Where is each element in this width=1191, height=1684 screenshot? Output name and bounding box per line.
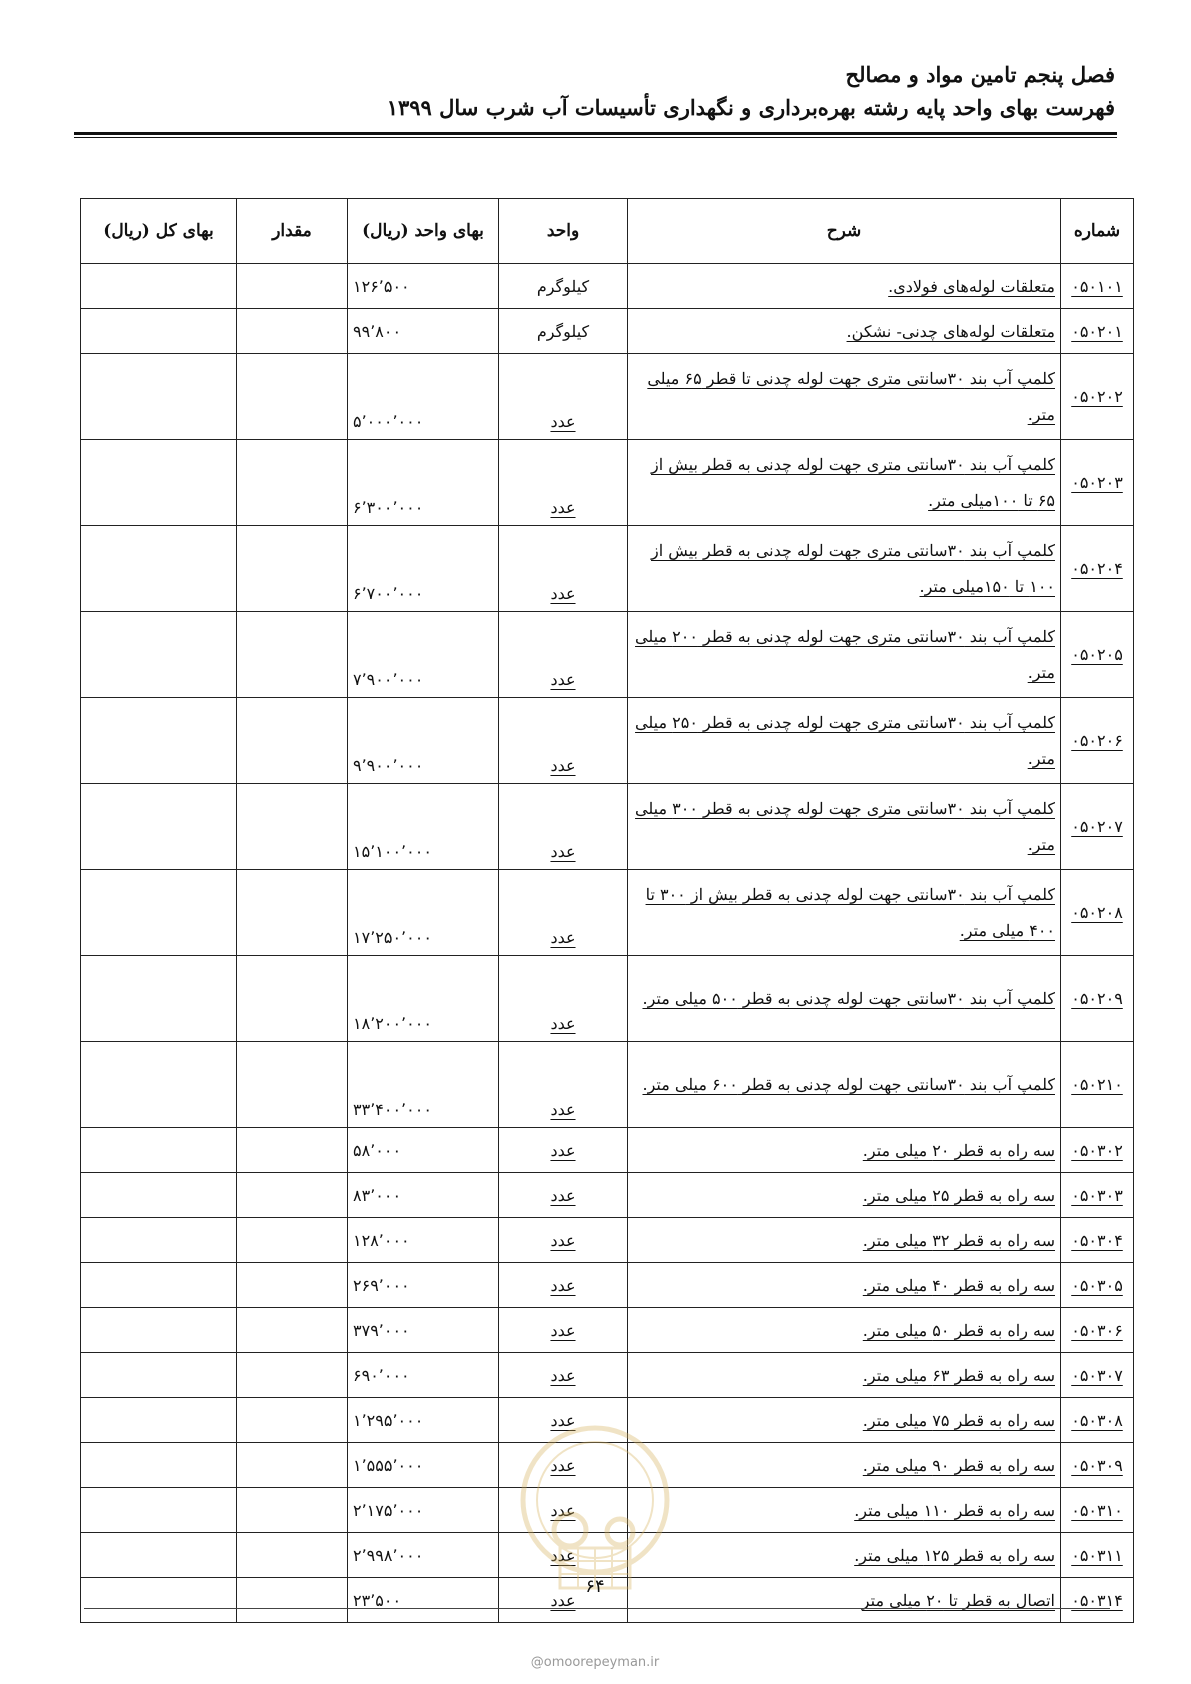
table-row (81, 698, 1134, 784)
row-total (81, 870, 237, 956)
table-row (81, 956, 1134, 1042)
row-unit-price (348, 1128, 499, 1173)
row-unit-price-text: ۲۶۹٬۰۰۰ (353, 1275, 410, 1295)
row-description-text: سه راه به قطر ۹۰ میلی متر. (862, 1455, 1055, 1475)
row-unit-price-text: ۹۹٬۸۰۰ (353, 321, 402, 341)
row-unit-price (348, 526, 499, 612)
row-description-text: کلمپ آب بند ۳۰سانتی جهت لوله چدنی به قطر بیش از ۳۰۰ تا ۴۰۰ میلی متر. (645, 884, 1055, 940)
row-code (1061, 1533, 1134, 1578)
header-price: بهای واحد (ریال) (348, 199, 499, 264)
table-header-row (81, 199, 1134, 264)
row-code-text: ۰۵۰۲۰۶ (1071, 731, 1123, 750)
row-code (1061, 354, 1134, 440)
row-unit (499, 440, 628, 526)
row-code-text: ۰۵۰۲۰۹ (1071, 989, 1123, 1008)
row-code (1061, 1042, 1134, 1128)
watermark-seal (500, 1420, 690, 1600)
row-code-text: ۰۵۰۳۰۹ (1071, 1455, 1123, 1475)
row-code-text: ۰۵۰۳۰۲ (1071, 1140, 1123, 1160)
row-code (1061, 784, 1134, 870)
row-description-text: سه راه به قطر ۲۰ میلی متر. (862, 1140, 1055, 1160)
row-unit-price (348, 612, 499, 698)
row-description (628, 1488, 1061, 1533)
row-unit-price-text: ۵٬۰۰۰٬۰۰۰ (353, 412, 424, 431)
row-unit-price (348, 1218, 499, 1263)
row-unit-price-text: ۲٬۱۷۵٬۰۰۰ (353, 1500, 424, 1520)
row-unit-price (348, 1042, 499, 1128)
row-description (628, 784, 1061, 870)
page-number: ۶۴ (585, 1576, 605, 1597)
row-description-text: متعلقات لوله‌های فولادی. (888, 276, 1055, 296)
header-desc: شرح (628, 199, 1061, 264)
row-description (628, 1398, 1061, 1443)
row-description (628, 264, 1061, 309)
row-unit-text: عدد (550, 1410, 576, 1430)
row-description (628, 1578, 1061, 1623)
row-unit-text: عدد (550, 1100, 576, 1119)
row-total (81, 309, 237, 354)
row-quantity (237, 612, 348, 698)
row-unit (499, 956, 628, 1042)
table-row (81, 1128, 1134, 1173)
footer-rule (84, 1608, 1110, 1609)
row-code (1061, 1173, 1134, 1218)
row-quantity (237, 1128, 348, 1173)
row-unit-price-text: ۵۸٬۰۰۰ (353, 1140, 402, 1160)
row-unit (499, 1308, 628, 1353)
row-code-text: ۰۵۰۱۰۱ (1071, 276, 1123, 296)
table-row (81, 1263, 1134, 1308)
row-description-text: سه راه به قطر ۶۳ میلی متر. (862, 1365, 1055, 1385)
header-rule-thin (74, 137, 1117, 138)
row-description-text: سه راه به قطر ۱۱۰ میلی متر. (854, 1500, 1055, 1520)
row-unit-price (348, 1488, 499, 1533)
row-unit-price (348, 264, 499, 309)
row-code (1061, 526, 1134, 612)
row-unit-text: عدد (550, 1140, 576, 1160)
row-code-text: ۰۵۰۳۰۳ (1071, 1185, 1123, 1205)
row-code (1061, 1578, 1134, 1623)
row-code-text: ۰۵۰۲۰۸ (1071, 903, 1123, 922)
row-code (1061, 1398, 1134, 1443)
header-total: بهای کل (ریال) (81, 199, 237, 264)
row-description (628, 354, 1061, 440)
row-unit-price (348, 698, 499, 784)
row-description (628, 956, 1061, 1042)
row-quantity (237, 1488, 348, 1533)
row-quantity (237, 784, 348, 870)
row-code-text: ۰۵۰۲۰۱ (1071, 321, 1123, 341)
row-unit-price-text: ۱۲۶٬۵۰۰ (353, 276, 410, 296)
row-unit-text: کیلوگرم (536, 276, 590, 296)
row-description-text: کلمپ آب بند ۳۰سانتی متری جهت لوله چدنی به قطر بیش از ۱۰۰ تا ۱۵۰میلی متر. (651, 540, 1055, 596)
row-code (1061, 309, 1134, 354)
row-code-text: ۰۵۰۲۰۲ (1071, 387, 1123, 406)
row-code (1061, 1443, 1134, 1488)
row-total (81, 264, 237, 309)
row-quantity (237, 1173, 348, 1218)
row-unit-price (348, 956, 499, 1042)
row-unit (499, 1128, 628, 1173)
row-quantity (237, 1533, 348, 1578)
row-description (628, 612, 1061, 698)
row-unit-price-text: ۱٬۲۹۵٬۰۰۰ (353, 1410, 424, 1430)
row-unit (499, 698, 628, 784)
row-quantity (237, 1398, 348, 1443)
row-unit-text: عدد (550, 842, 576, 861)
row-unit-price (348, 1353, 499, 1398)
row-unit-text: عدد (550, 1185, 576, 1205)
row-quantity (237, 956, 348, 1042)
row-unit-price (348, 870, 499, 956)
row-quantity (237, 526, 348, 612)
row-quantity (237, 870, 348, 956)
row-unit-text: عدد (550, 1500, 576, 1520)
row-code (1061, 1128, 1134, 1173)
row-description-text: متعلقات لوله‌های چدنی- نشکن. (846, 321, 1055, 341)
row-unit (499, 264, 628, 309)
row-unit-text: عدد (550, 1320, 576, 1340)
row-description (628, 1533, 1061, 1578)
row-unit-text: عدد (550, 498, 576, 517)
row-unit-price (348, 1173, 499, 1218)
table-row (81, 784, 1134, 870)
row-unit-text: عدد (550, 756, 576, 775)
row-code-text: ۰۵۰۲۱۰ (1071, 1075, 1123, 1094)
row-total (81, 1308, 237, 1353)
row-quantity (237, 1308, 348, 1353)
row-unit-price-text: ۱٬۵۵۵٬۰۰۰ (353, 1455, 424, 1475)
row-unit-text: عدد (550, 584, 576, 603)
header-unit: واحد (499, 199, 628, 264)
row-unit-price-text: ۷٬۹۰۰٬۰۰۰ (353, 670, 424, 689)
row-unit (499, 309, 628, 354)
table-row (81, 1042, 1134, 1128)
table-row (81, 264, 1134, 309)
row-unit (499, 526, 628, 612)
row-description-text: سه راه به قطر ۴۰ میلی متر. (862, 1275, 1055, 1295)
header-qty: مقدار (237, 199, 348, 264)
row-unit (499, 784, 628, 870)
header-rule-thick (74, 132, 1117, 135)
row-total (81, 1443, 237, 1488)
row-unit (499, 1263, 628, 1308)
row-description (628, 1042, 1061, 1128)
row-unit-text: عدد (550, 928, 576, 947)
row-description-text: سه راه به قطر ۲۵ میلی متر. (862, 1185, 1055, 1205)
row-quantity (237, 1042, 348, 1128)
row-unit-price (348, 440, 499, 526)
row-description (628, 309, 1061, 354)
row-quantity (237, 1443, 348, 1488)
row-unit-text: عدد (550, 1455, 576, 1475)
row-unit (499, 1173, 628, 1218)
row-unit-price-text: ۹٬۹۰۰٬۰۰۰ (353, 756, 424, 775)
row-unit-price-text: ۱۷٬۲۵۰٬۰۰۰ (353, 928, 432, 947)
row-total (81, 1353, 237, 1398)
row-unit-price-text: ۶٬۳۰۰٬۰۰۰ (353, 498, 424, 517)
table-row (81, 354, 1134, 440)
row-unit-price-text: ۱۲۸٬۰۰۰ (353, 1230, 410, 1250)
row-description (628, 1173, 1061, 1218)
document-title: فهرست بهای واحد پایه رشته بهره‌برداری و نگهداری تأسیسات آب شرب سال ۱۳۹۹ (386, 95, 1115, 120)
table-row (81, 1353, 1134, 1398)
row-code-text: ۰۵۰۳۰۵ (1071, 1275, 1123, 1295)
website-watermark: @omoorepeyman.ir (530, 1655, 660, 1670)
row-total (81, 1173, 237, 1218)
row-total (81, 612, 237, 698)
row-total (81, 354, 237, 440)
row-description (628, 440, 1061, 526)
row-description-text: کلمپ آب بند ۳۰سانتی متری جهت لوله چدنی به قطر ۲۰۰ میلی متر. (635, 626, 1055, 682)
row-total (81, 784, 237, 870)
row-unit-text: عدد (550, 670, 576, 689)
table-row (81, 440, 1134, 526)
row-description-text: کلمپ آب بند ۳۰سانتی متری جهت لوله چدنی به قطر بیش از ۶۵ تا ۱۰۰میلی متر. (651, 454, 1055, 510)
row-code-text: ۰۵۰۳۰۸ (1071, 1410, 1123, 1430)
row-code-text: ۰۵۰۲۰۴ (1071, 559, 1123, 578)
row-code-text: ۰۵۰۲۰۳ (1071, 473, 1123, 492)
table-row (81, 526, 1134, 612)
row-code-text: ۰۵۰۳۱۰ (1071, 1500, 1123, 1520)
row-code-text: ۰۵۰۲۰۵ (1071, 645, 1123, 664)
row-quantity (237, 1353, 348, 1398)
row-total (81, 1533, 237, 1578)
row-description (628, 870, 1061, 956)
row-description-text: سه راه به قطر ۳۲ میلی متر. (862, 1230, 1055, 1250)
row-unit-text: عدد (550, 1545, 576, 1565)
row-unit-price (348, 1533, 499, 1578)
row-unit-price-text: ۱۸٬۲۰۰٬۰۰۰ (353, 1014, 432, 1033)
row-unit-text: عدد (550, 1014, 576, 1033)
row-code (1061, 440, 1134, 526)
row-code-text: ۰۵۰۳۱۱ (1071, 1545, 1123, 1565)
row-unit-price-text: ۶۹۰٬۰۰۰ (353, 1365, 410, 1385)
row-total (81, 1218, 237, 1263)
table-row (81, 1173, 1134, 1218)
row-description (628, 1443, 1061, 1488)
row-total (81, 1128, 237, 1173)
row-description-text: کلمپ آب بند ۳۰سانتی متری جهت لوله چدنی به قطر ۲۵۰ میلی متر. (635, 712, 1055, 768)
row-code (1061, 264, 1134, 309)
row-code-text: ۰۵۰۳۱۴ (1071, 1590, 1123, 1610)
row-description (628, 1353, 1061, 1398)
row-unit-price (348, 309, 499, 354)
row-unit-text: عدد (550, 1365, 576, 1385)
row-total (81, 698, 237, 784)
price-table (80, 198, 1134, 1623)
row-code (1061, 1353, 1134, 1398)
row-total (81, 1263, 237, 1308)
row-unit-price (348, 1398, 499, 1443)
row-unit (499, 1353, 628, 1398)
row-description-text: کلمپ آب بند ۳۰سانتی متری جهت لوله چدنی تا قطر ۶۵ میلی متر. (647, 368, 1055, 424)
row-unit (499, 1042, 628, 1128)
row-code-text: ۰۵۰۳۰۷ (1071, 1365, 1123, 1385)
row-quantity (237, 1218, 348, 1263)
row-unit-text: کیلوگرم (536, 321, 590, 341)
row-unit-price-text: ۲٬۹۹۸٬۰۰۰ (353, 1545, 424, 1565)
row-total (81, 440, 237, 526)
row-description (628, 1128, 1061, 1173)
row-total (81, 1042, 237, 1128)
row-unit-text: عدد (550, 1230, 576, 1250)
row-code (1061, 612, 1134, 698)
row-code-text: ۰۵۰۳۰۴ (1071, 1230, 1123, 1250)
row-code (1061, 698, 1134, 784)
row-description (628, 1263, 1061, 1308)
row-quantity (237, 440, 348, 526)
row-code-text: ۰۵۰۳۰۶ (1071, 1320, 1123, 1340)
row-description (628, 526, 1061, 612)
row-description-text: کلمپ آب بند ۳۰سانتی جهت لوله چدنی به قطر ۶۰۰ میلی متر. (642, 1074, 1055, 1094)
row-unit-price (348, 1443, 499, 1488)
table-row (81, 870, 1134, 956)
row-unit-price-text: ۸۳٬۰۰۰ (353, 1185, 402, 1205)
row-unit-price-text: ۶٬۷۰۰٬۰۰۰ (353, 584, 424, 603)
page-header (75, 58, 1115, 124)
row-unit (499, 354, 628, 440)
row-unit-text: عدد (550, 412, 576, 431)
row-code (1061, 956, 1134, 1042)
row-total (81, 1488, 237, 1533)
row-unit-price (348, 354, 499, 440)
row-description-text: سه راه به قطر ۷۵ میلی متر. (862, 1410, 1055, 1430)
row-unit-price (348, 1308, 499, 1353)
table-row (81, 1308, 1134, 1353)
row-code (1061, 1263, 1134, 1308)
row-code (1061, 870, 1134, 956)
row-description-text: سه راه به قطر ۵۰ میلی متر. (862, 1320, 1055, 1340)
row-total (81, 526, 237, 612)
chapter-title: فصل پنجم تامین مواد و مصالح (845, 62, 1115, 87)
row-unit (499, 1218, 628, 1263)
row-quantity (237, 1263, 348, 1308)
row-unit (499, 870, 628, 956)
table-row (81, 1218, 1134, 1263)
row-description (628, 698, 1061, 784)
header-code: شماره (1061, 199, 1134, 264)
row-quantity (237, 1578, 348, 1623)
row-unit-text: عدد (550, 1590, 576, 1610)
row-total (81, 1398, 237, 1443)
row-unit-price-text: ۳۳٬۴۰۰٬۰۰۰ (353, 1100, 432, 1119)
row-unit-price-text: ۱۵٬۱۰۰٬۰۰۰ (353, 842, 432, 861)
row-description-text: کلمپ آب بند ۳۰سانتی متری جهت لوله چدنی به قطر ۳۰۰ میلی متر. (635, 798, 1055, 854)
row-quantity (237, 354, 348, 440)
row-quantity (237, 698, 348, 784)
row-unit-text: عدد (550, 1275, 576, 1295)
row-unit-price-text: ۲۳٬۵۰۰ (353, 1590, 402, 1610)
row-description-text: کلمپ آب بند ۳۰سانتی جهت لوله چدنی به قطر ۵۰۰ میلی متر. (642, 988, 1055, 1008)
row-quantity (237, 264, 348, 309)
row-unit (499, 612, 628, 698)
row-total (81, 1578, 237, 1623)
row-total (81, 956, 237, 1042)
row-unit-price (348, 1578, 499, 1623)
row-code (1061, 1218, 1134, 1263)
row-unit-price (348, 784, 499, 870)
row-quantity (237, 309, 348, 354)
row-code-text: ۰۵۰۲۰۷ (1071, 817, 1123, 836)
row-unit-price (348, 1263, 499, 1308)
row-description-text: سه راه به قطر ۱۲۵ میلی متر. (854, 1545, 1055, 1565)
table-row (81, 309, 1134, 354)
row-description (628, 1218, 1061, 1263)
row-code (1061, 1308, 1134, 1353)
row-description (628, 1308, 1061, 1353)
table-row (81, 612, 1134, 698)
row-code (1061, 1488, 1134, 1533)
row-description-text: اتصال به قطر تا ۲۰ میلی متر (861, 1590, 1055, 1610)
row-unit-price-text: ۳۷۹٬۰۰۰ (353, 1320, 410, 1340)
